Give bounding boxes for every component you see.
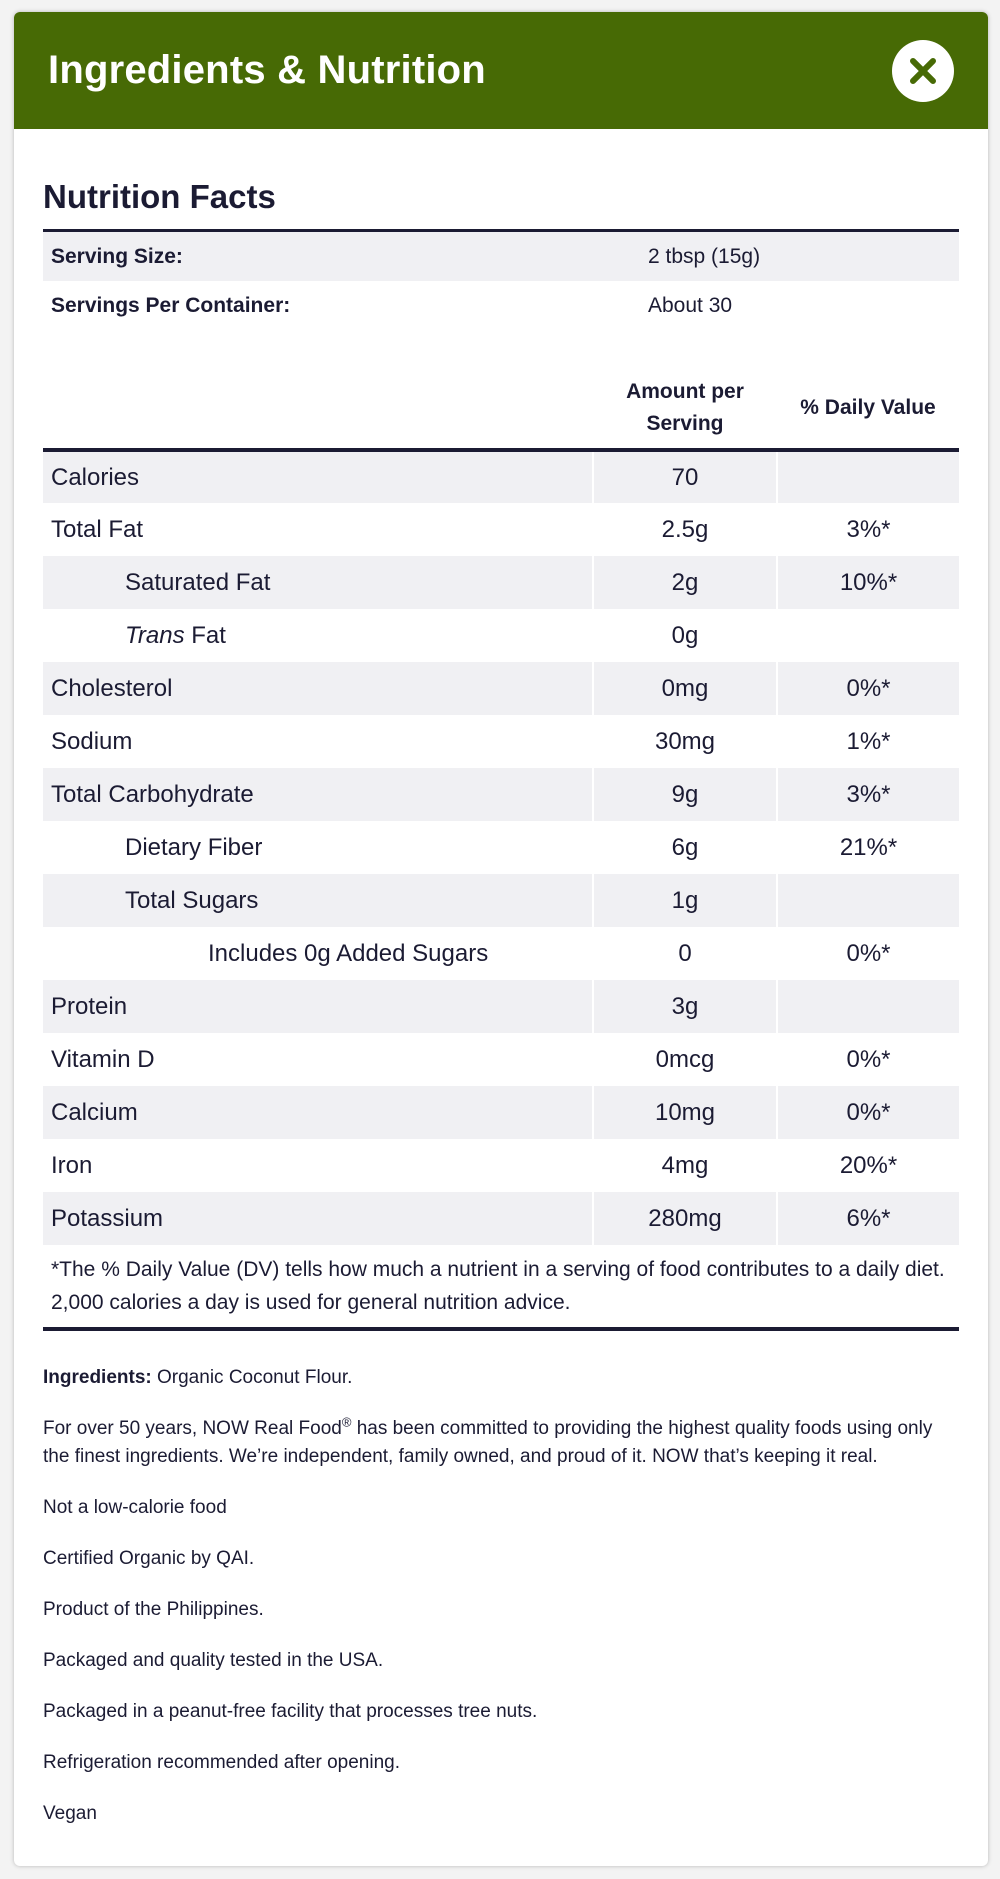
modal-header (14, 12, 988, 129)
nutrient-name: Vitamin D (51, 1045, 155, 1073)
detail-line: Refrigeration recommended after opening. (43, 1752, 400, 1773)
table-row (43, 927, 959, 980)
table-row (43, 768, 959, 821)
nutrient-name: Total Fat (51, 515, 144, 543)
table-row (43, 662, 959, 715)
nutrient-amount: 10mg (593, 1086, 777, 1139)
trans-italic: Trans (125, 621, 185, 649)
amount-column-header: Amount per Serving (626, 379, 744, 435)
close-icon (908, 56, 938, 86)
nutrition-table (43, 367, 959, 1331)
nutrient-name: Cholesterol (43, 662, 593, 715)
detail-line: Packaged in a peanut-free facility that processes tree nuts. (43, 1701, 538, 1722)
detail-line: Not a low-calorie food (43, 1497, 227, 1518)
nutrient-name: Potassium (43, 1192, 593, 1245)
daily-value-footnote: *The % Daily Value (DV) tells how much a nutrient in a serving of food contributes to a daily diet. 2,000 calories a day is used for general nutrition advice. (51, 1258, 945, 1314)
nutrition-table-header (43, 367, 959, 450)
detail-line: Packaged and quality tested in the USA. (43, 1650, 384, 1671)
modal-title: Ingredients & Nutrition (48, 48, 486, 92)
nutrient-name: Dietary Fiber (125, 833, 263, 861)
nutrient-name: Total Carbohydrate (43, 768, 593, 821)
nutrient-name: Includes 0g Added Sugars (208, 939, 489, 967)
table-row (43, 609, 959, 662)
servings-per-container-value: About 30 (648, 293, 733, 317)
serving-size-row (43, 232, 959, 281)
nutrient-amount: 6g (593, 821, 777, 874)
nutrient-amount: 2.5g (593, 503, 777, 556)
nutrient-daily-value (777, 450, 959, 503)
nutrient-daily-value: 20%* (839, 1151, 898, 1179)
nutrient-daily-value: 3%* (777, 768, 959, 821)
nutrient-daily-value: 0%* (846, 939, 891, 967)
nutrient-amount: 3g (593, 980, 777, 1033)
brand-statement-start: For over 50 years, NOW Real Food (43, 1418, 342, 1439)
nutrient-daily-value: 0%* (777, 1086, 959, 1139)
nutrient-daily-value: 10%* (777, 556, 959, 609)
nutrient-amount: 1g (593, 874, 777, 927)
nutrient-name: Saturated Fat (43, 556, 593, 609)
nutrient-amount: 30mg (593, 715, 777, 768)
brand-statement-end: has been committed to providing the highest quality foods using only the finest ingredients. We’re independent, family owned, and proud of it. NOW that’s keeping it real. (43, 1418, 933, 1467)
nutrient-name: Protein (43, 980, 593, 1033)
detail-line: Certified Organic by QAI. (43, 1548, 255, 1569)
nutrient-name: Total Sugars (43, 874, 593, 927)
table-row (43, 821, 959, 874)
serving-size-label: Serving Size: (43, 232, 640, 281)
nutrient-amount: 280mg (593, 1192, 777, 1245)
registered-mark: ® (341, 1414, 352, 1430)
table-row (43, 1139, 959, 1192)
table-row (43, 1086, 959, 1139)
nutrient-amount: 0g (593, 609, 777, 662)
nutrient-daily-value: 0%* (777, 662, 959, 715)
ingredients-nutrition-modal (14, 12, 988, 1866)
servings-per-container-row (43, 281, 959, 330)
table-row (43, 503, 959, 556)
table-row (43, 715, 959, 768)
nutrient-daily-value: 3%* (846, 515, 891, 543)
nutrient-name: Calories (43, 450, 593, 503)
nutrient-amount: 0mg (593, 662, 777, 715)
table-row (43, 1033, 959, 1086)
table-row (43, 1192, 959, 1245)
servings-per-container-label: Servings Per Container: (51, 293, 291, 317)
serving-size-value: 2 tbsp (15g) (640, 232, 959, 281)
table-row (43, 556, 959, 609)
ingredients-line (43, 1364, 959, 1392)
table-row (43, 450, 959, 503)
nutrient-daily-value: 21%* (839, 833, 898, 861)
modal-content (14, 178, 988, 1828)
nutrient-amount: 0 (593, 927, 777, 980)
nutrient-name (43, 609, 593, 662)
nutrient-name: Calcium (43, 1086, 593, 1139)
nutrient-daily-value (777, 609, 959, 662)
nutrient-name: Sodium (51, 727, 133, 755)
table-row (43, 980, 959, 1033)
brand-statement (43, 1415, 959, 1471)
serving-info-table (43, 232, 959, 330)
nutrient-amount: 4mg (593, 1139, 777, 1192)
ingredients-value: Organic Coconut Flour. (151, 1367, 353, 1388)
nutrient-daily-value: 6%* (777, 1192, 959, 1245)
product-details (43, 1364, 959, 1828)
nutrition-facts-title: Nutrition Facts (43, 178, 276, 215)
nutrient-amount: 9g (593, 768, 777, 821)
nutrient-amount: 0mcg (593, 1033, 777, 1086)
nutrient-daily-value: 0%* (846, 1045, 891, 1073)
detail-line: Product of the Philippines. (43, 1599, 264, 1620)
nutrient-column-header (43, 367, 593, 450)
nutrient-name: Iron (51, 1151, 93, 1179)
ingredients-label: Ingredients: (43, 1367, 152, 1388)
close-button[interactable] (892, 40, 954, 102)
daily-value-column-header: % Daily Value (800, 395, 936, 419)
trans-fat-rest: Fat (184, 621, 226, 649)
nutrient-daily-value (777, 874, 959, 927)
nutrient-daily-value: 1%* (846, 727, 891, 755)
daily-value-footnote-row (43, 1245, 959, 1329)
detail-line: Vegan (43, 1803, 97, 1824)
nutrient-amount: 2g (593, 556, 777, 609)
nutrient-amount: 70 (593, 450, 777, 503)
nutrient-daily-value (777, 980, 959, 1033)
table-row (43, 874, 959, 927)
